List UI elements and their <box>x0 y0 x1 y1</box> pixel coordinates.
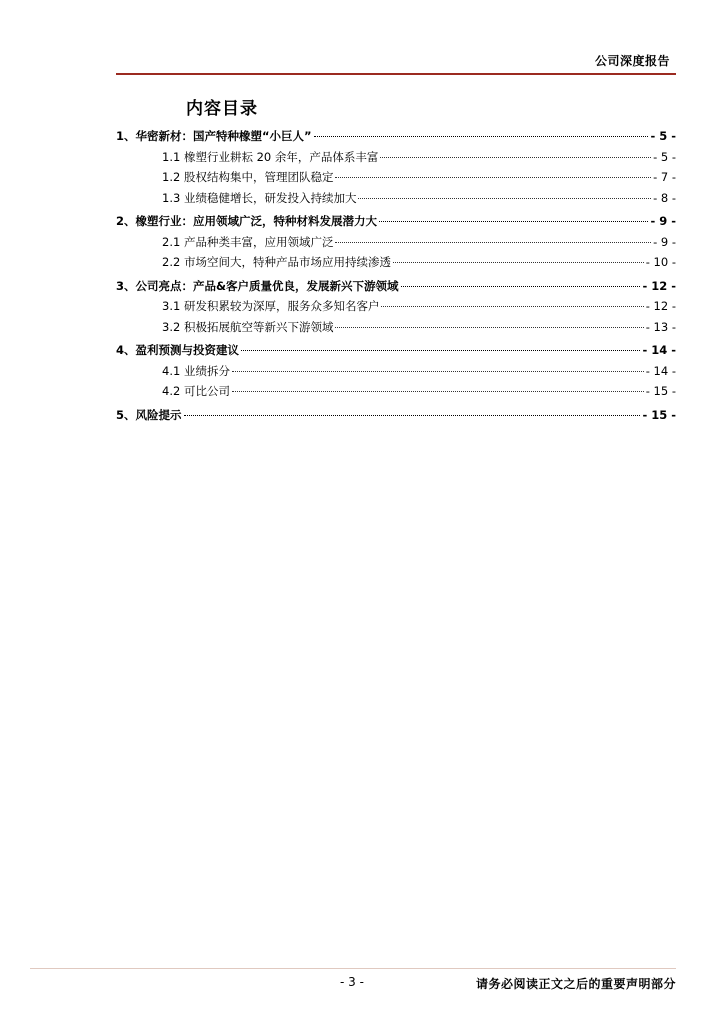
dot-leader <box>335 242 651 243</box>
toc-entry-page: - 9 - <box>653 234 676 249</box>
dot-leader <box>335 177 651 178</box>
toc-entry-3-1[interactable] <box>116 296 676 317</box>
toc-entry-5[interactable] <box>116 405 676 426</box>
toc-entry-label: 3.1 研发积累较为深厚，服务众多知名客户 <box>162 299 380 313</box>
toc-entry-page: - 13 - <box>645 319 676 334</box>
toc-entry-3-2[interactable] <box>116 317 676 338</box>
toc-entry-label: 4、盈利预测与投资建议 <box>116 343 240 357</box>
dot-leader <box>232 371 644 372</box>
toc-entry-page: - 14 - <box>645 363 676 378</box>
toc-entry-4-1[interactable] <box>116 361 676 382</box>
toc-entry-label: 1.2 股权结构集中，管理团队稳定 <box>162 170 334 184</box>
dot-leader <box>184 415 641 416</box>
toc-entry-2-2[interactable] <box>116 252 676 273</box>
dot-leader <box>393 262 644 263</box>
dot-leader <box>358 198 651 199</box>
toc-entry-2[interactable] <box>116 211 676 232</box>
toc-entry-1-2[interactable] <box>116 167 676 188</box>
toc-entry-4[interactable] <box>116 340 676 361</box>
dot-leader <box>335 327 643 328</box>
dot-leader <box>241 350 640 351</box>
toc-entry-page: - 15 - <box>642 407 676 422</box>
toc-entry-page: - 8 - <box>653 190 676 205</box>
toc-entry-label: 3、公司亮点：产品&客户质量优良，发展新兴下游领域 <box>116 278 399 293</box>
toc-entry-2-1[interactable] <box>116 232 676 253</box>
toc-entry-label: 2.2 市场空间大，特种产品市场应用持续渗透 <box>162 255 391 269</box>
toc-entry-page: - 12 - <box>645 299 676 313</box>
toc-entry-4-2[interactable] <box>116 381 676 402</box>
toc-entry-1[interactable] <box>116 126 676 147</box>
toc-entry-label: 4.1 业绩拆分 <box>162 363 230 378</box>
page-number: - 3 - <box>340 975 364 989</box>
toc-entry-label: 2、橡塑行业：应用领域广泛，特种材料发展潜力大 <box>116 214 377 228</box>
toc-title: 内容目录 <box>186 99 258 119</box>
toc-entry-label: 1.1 橡塑行业耕耘 20 余年，产品体系丰富 <box>162 149 379 164</box>
toc-entry-page: - 12 - <box>642 278 676 293</box>
toc-entry-page: - 15 - <box>645 384 676 398</box>
toc-entry-page: - 9 - <box>650 214 676 228</box>
disclaimer-note: 请务必阅读正文之后的重要声明部分 <box>475 977 676 991</box>
toc-entry-page: - 5 - <box>653 149 676 164</box>
dot-leader <box>380 157 651 158</box>
dot-leader <box>381 306 643 307</box>
dot-leader <box>232 391 644 392</box>
dot-leader <box>401 286 641 287</box>
toc-entry-page: - 10 - <box>645 255 676 269</box>
dot-leader <box>314 136 649 137</box>
report-type-label: 公司深度报告 <box>594 54 670 68</box>
toc-entry-label: 2.1 产品种类丰富，应用领域广泛 <box>162 234 334 249</box>
dot-leader <box>379 221 648 222</box>
toc-entry-1-1[interactable] <box>116 147 676 168</box>
footer-divider <box>30 968 676 969</box>
toc-entry-label: 5、风险提示 <box>116 407 182 422</box>
header-divider <box>116 73 676 75</box>
toc-entry-label: 4.2 可比公司 <box>162 384 230 398</box>
table-of-contents <box>116 126 676 425</box>
toc-entry-page: - 14 - <box>642 343 676 357</box>
toc-entry-label: 1.3 业绩稳健增长，研发投入持续加大 <box>162 190 357 205</box>
toc-entry-label: 3.2 积极拓展航空等新兴下游领域 <box>162 319 334 334</box>
toc-entry-3[interactable] <box>116 276 676 297</box>
toc-entry-label: 1、华密新材：国产特种橡塑“小巨人” <box>116 129 312 143</box>
toc-entry-page: - 5 - <box>650 129 676 143</box>
toc-entry-1-3[interactable] <box>116 188 676 209</box>
toc-entry-page: - 7 - <box>653 170 676 184</box>
